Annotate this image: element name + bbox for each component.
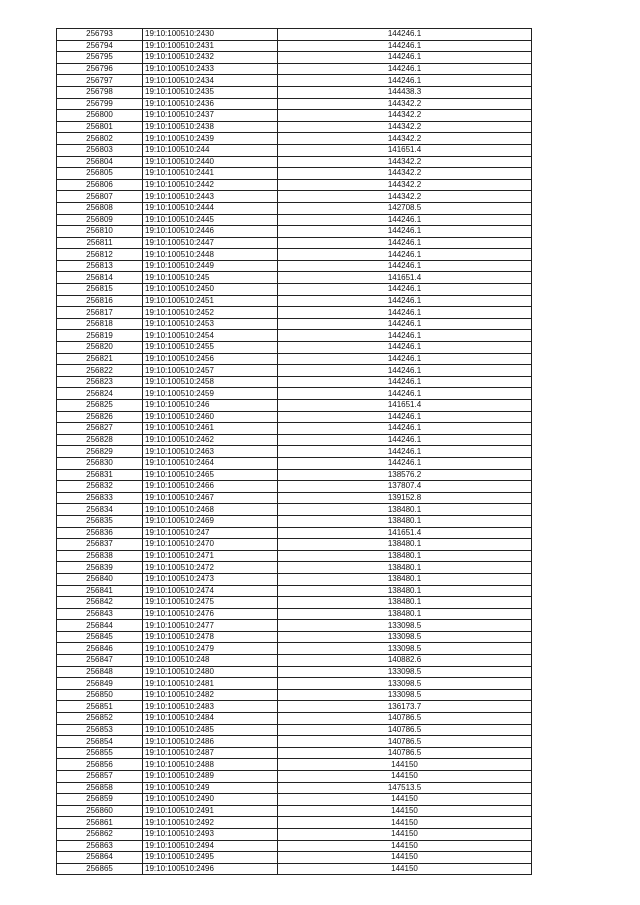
- value-cell: 138480.1: [278, 608, 532, 620]
- row-number-cell: 256861: [57, 817, 143, 829]
- value-cell: 144246.1: [278, 75, 532, 87]
- cadastral-number-cell: 19:10:100510:2438: [143, 121, 278, 133]
- cadastral-number-cell: 19:10:100510:2491: [143, 805, 278, 817]
- row-number-cell: 256855: [57, 747, 143, 759]
- row-number-cell: 256801: [57, 121, 143, 133]
- row-number-cell: 256814: [57, 272, 143, 284]
- table-row: [57, 643, 532, 655]
- value-cell: 144246.1: [278, 376, 532, 388]
- value-cell: 144342.2: [278, 156, 532, 168]
- row-number-cell: 256795: [57, 52, 143, 64]
- table-row: [57, 504, 532, 516]
- row-number-cell: 256831: [57, 469, 143, 481]
- cadastral-number-cell: 19:10:100510:2437: [143, 110, 278, 122]
- row-number-cell: 256816: [57, 295, 143, 307]
- row-number-cell: 256843: [57, 608, 143, 620]
- value-cell: 133098.5: [278, 643, 532, 655]
- row-number-cell: 256821: [57, 353, 143, 365]
- row-number-cell: 256810: [57, 226, 143, 238]
- value-cell: 144246.1: [278, 307, 532, 319]
- value-cell: 144246.1: [278, 365, 532, 377]
- row-number-cell: 256809: [57, 214, 143, 226]
- table-row: [57, 597, 532, 609]
- value-cell: 144246.1: [278, 260, 532, 272]
- table-row: [57, 353, 532, 365]
- table-row: [57, 678, 532, 690]
- value-cell: 144150: [278, 852, 532, 864]
- row-number-cell: 256846: [57, 643, 143, 655]
- value-cell: 144342.2: [278, 121, 532, 133]
- table-row: [57, 168, 532, 180]
- row-number-cell: 256818: [57, 318, 143, 330]
- row-number-cell: 256804: [57, 156, 143, 168]
- value-cell: 140786.5: [278, 724, 532, 736]
- value-cell: 144246.1: [278, 295, 532, 307]
- table-row: [57, 179, 532, 191]
- cadastral-number-cell: 19:10:100510:2456: [143, 353, 278, 365]
- cadastral-number-cell: 19:10:100510:245: [143, 272, 278, 284]
- value-cell: 137807.4: [278, 481, 532, 493]
- cadastral-number-cell: 19:10:100510:244: [143, 144, 278, 156]
- value-cell: 142708.5: [278, 202, 532, 214]
- cadastral-number-cell: 19:10:100510:2463: [143, 446, 278, 458]
- value-cell: 144246.1: [278, 446, 532, 458]
- cadastral-number-cell: 19:10:100510:247: [143, 527, 278, 539]
- row-number-cell: 256796: [57, 63, 143, 75]
- value-cell: 144246.1: [278, 249, 532, 261]
- cadastral-number-cell: 19:10:100510:2496: [143, 863, 278, 875]
- cadastral-number-cell: 19:10:100510:2492: [143, 817, 278, 829]
- value-cell: 141651.4: [278, 400, 532, 412]
- table-row: [57, 295, 532, 307]
- value-cell: 138480.1: [278, 573, 532, 585]
- cadastral-number-cell: 19:10:100510:2484: [143, 713, 278, 725]
- value-cell: 144246.1: [278, 52, 532, 64]
- table-row: [57, 388, 532, 400]
- table-row: [57, 655, 532, 667]
- value-cell: 147513.5: [278, 782, 532, 794]
- row-number-cell: 256797: [57, 75, 143, 87]
- table-row: [57, 724, 532, 736]
- row-number-cell: 256815: [57, 284, 143, 296]
- table-row: [57, 852, 532, 864]
- row-number-cell: 256847: [57, 655, 143, 667]
- cadastral-number-cell: 19:10:100510:2462: [143, 434, 278, 446]
- cadastral-number-cell: 19:10:100510:2494: [143, 840, 278, 852]
- cadastral-number-cell: 19:10:100510:2432: [143, 52, 278, 64]
- value-cell: 144246.1: [278, 40, 532, 52]
- table-row: [57, 144, 532, 156]
- value-cell: 138480.1: [278, 515, 532, 527]
- cadastral-number-cell: 19:10:100510:2469: [143, 515, 278, 527]
- table-row: [57, 817, 532, 829]
- table-row: [57, 805, 532, 817]
- table-row: [57, 237, 532, 249]
- value-cell: 140786.5: [278, 713, 532, 725]
- row-number-cell: 256844: [57, 620, 143, 632]
- table-row: [57, 365, 532, 377]
- cadastral-number-cell: 19:10:100510:2493: [143, 828, 278, 840]
- row-number-cell: 256820: [57, 342, 143, 354]
- table-row: [57, 794, 532, 806]
- cadastral-number-cell: 19:10:100510:2466: [143, 481, 278, 493]
- table-row: [57, 608, 532, 620]
- table-row: [57, 202, 532, 214]
- value-cell: 144150: [278, 817, 532, 829]
- row-number-cell: 256828: [57, 434, 143, 446]
- value-cell: 144150: [278, 759, 532, 771]
- value-cell: 144246.1: [278, 434, 532, 446]
- cadastral-number-cell: 19:10:100510:2443: [143, 191, 278, 203]
- table-row: [57, 434, 532, 446]
- value-cell: 138480.1: [278, 550, 532, 562]
- value-cell: 133098.5: [278, 689, 532, 701]
- value-cell: 138480.1: [278, 597, 532, 609]
- value-cell: 133098.5: [278, 620, 532, 632]
- cadastral-number-cell: 19:10:100510:2459: [143, 388, 278, 400]
- value-cell: 144150: [278, 840, 532, 852]
- row-number-cell: 256803: [57, 144, 143, 156]
- table-row: [57, 110, 532, 122]
- value-cell: 144150: [278, 863, 532, 875]
- table-row: [57, 376, 532, 388]
- row-number-cell: 256823: [57, 376, 143, 388]
- table-row: [57, 40, 532, 52]
- cadastral-number-cell: 19:10:100510:2442: [143, 179, 278, 191]
- cadastral-number-cell: 19:10:100510:2446: [143, 226, 278, 238]
- row-number-cell: 256824: [57, 388, 143, 400]
- value-cell: 133098.5: [278, 666, 532, 678]
- table-row: [57, 620, 532, 632]
- table-row: [57, 249, 532, 261]
- cadastral-number-cell: 19:10:100510:2495: [143, 852, 278, 864]
- cadastral-number-cell: 19:10:100510:2483: [143, 701, 278, 713]
- cadastral-number-cell: 19:10:100510:2470: [143, 539, 278, 551]
- table-row: [57, 585, 532, 597]
- table-row: [57, 666, 532, 678]
- cadastral-number-cell: 19:10:100510:2478: [143, 631, 278, 643]
- table-row: [57, 307, 532, 319]
- value-cell: 144342.2: [278, 179, 532, 191]
- cadastral-number-cell: 19:10:100510:2448: [143, 249, 278, 261]
- row-number-cell: 256805: [57, 168, 143, 180]
- row-number-cell: 256852: [57, 713, 143, 725]
- row-number-cell: 256859: [57, 794, 143, 806]
- row-number-cell: 256848: [57, 666, 143, 678]
- value-cell: 140786.5: [278, 736, 532, 748]
- value-cell: 144246.1: [278, 457, 532, 469]
- table-row: [57, 701, 532, 713]
- value-cell: 144246.1: [278, 237, 532, 249]
- cadastral-number-cell: 19:10:100510:2449: [143, 260, 278, 272]
- table-row: [57, 573, 532, 585]
- cadastral-number-cell: 19:10:100510:2431: [143, 40, 278, 52]
- value-cell: 144342.2: [278, 133, 532, 145]
- cadastral-number-cell: 19:10:100510:2445: [143, 214, 278, 226]
- value-cell: 144342.2: [278, 191, 532, 203]
- cadastral-number-cell: 19:10:100510:2461: [143, 423, 278, 435]
- cadastral-number-cell: 19:10:100510:2473: [143, 573, 278, 585]
- row-number-cell: 256839: [57, 562, 143, 574]
- value-cell: 144246.1: [278, 353, 532, 365]
- cadastral-number-cell: 19:10:100510:2475: [143, 597, 278, 609]
- cadastral-number-cell: 19:10:100510:2479: [143, 643, 278, 655]
- cadastral-number-cell: 19:10:100510:2490: [143, 794, 278, 806]
- cadastral-number-cell: 19:10:100510:2447: [143, 237, 278, 249]
- row-number-cell: 256834: [57, 504, 143, 516]
- row-number-cell: 256800: [57, 110, 143, 122]
- table-row: [57, 550, 532, 562]
- table-row: [57, 86, 532, 98]
- cadastral-number-cell: 19:10:100510:2460: [143, 411, 278, 423]
- cadastral-number-cell: 19:10:100510:2465: [143, 469, 278, 481]
- row-number-cell: 256837: [57, 539, 143, 551]
- value-cell: 133098.5: [278, 631, 532, 643]
- cadastral-number-cell: 19:10:100510:2453: [143, 318, 278, 330]
- cadastral-number-cell: 19:10:100510:2455: [143, 342, 278, 354]
- value-cell: 144150: [278, 794, 532, 806]
- table-row: [57, 562, 532, 574]
- table-row: [57, 539, 532, 551]
- table-row: [57, 747, 532, 759]
- row-number-cell: 256849: [57, 678, 143, 690]
- cadastral-number-cell: 19:10:100510:2467: [143, 492, 278, 504]
- table-row: [57, 330, 532, 342]
- table-row: [57, 260, 532, 272]
- cadastral-number-cell: 19:10:100510:2458: [143, 376, 278, 388]
- value-cell: 144342.2: [278, 110, 532, 122]
- row-number-cell: 256833: [57, 492, 143, 504]
- cadastral-number-cell: 19:10:100510:2464: [143, 457, 278, 469]
- table-row: [57, 29, 532, 41]
- row-number-cell: 256854: [57, 736, 143, 748]
- table-row: [57, 133, 532, 145]
- table-row: [57, 226, 532, 238]
- row-number-cell: 256793: [57, 29, 143, 41]
- value-cell: 144150: [278, 828, 532, 840]
- row-number-cell: 256851: [57, 701, 143, 713]
- value-cell: 138480.1: [278, 562, 532, 574]
- row-number-cell: 256836: [57, 527, 143, 539]
- row-number-cell: 256841: [57, 585, 143, 597]
- table-row: [57, 689, 532, 701]
- row-number-cell: 256840: [57, 573, 143, 585]
- row-number-cell: 256798: [57, 86, 143, 98]
- cadastral-number-cell: 19:10:100510:2471: [143, 550, 278, 562]
- row-number-cell: 256858: [57, 782, 143, 794]
- cadastral-number-cell: 19:10:100510:2450: [143, 284, 278, 296]
- row-number-cell: 256853: [57, 724, 143, 736]
- cadastral-number-cell: 19:10:100510:248: [143, 655, 278, 667]
- table-row: [57, 214, 532, 226]
- row-number-cell: 256794: [57, 40, 143, 52]
- table-row: [57, 457, 532, 469]
- cadastral-number-cell: 19:10:100510:2474: [143, 585, 278, 597]
- table-row: [57, 400, 532, 412]
- value-cell: 138576.2: [278, 469, 532, 481]
- value-cell: 144246.1: [278, 388, 532, 400]
- table-row: [57, 736, 532, 748]
- table-row: [57, 840, 532, 852]
- cadastral-number-cell: 19:10:100510:2430: [143, 29, 278, 41]
- value-cell: 144342.2: [278, 168, 532, 180]
- value-cell: 144246.1: [278, 214, 532, 226]
- value-cell: 144246.1: [278, 342, 532, 354]
- cadastral-number-cell: 19:10:100510:2436: [143, 98, 278, 110]
- table-row: [57, 272, 532, 284]
- cadastral-number-cell: 19:10:100510:2451: [143, 295, 278, 307]
- value-cell: 144342.2: [278, 98, 532, 110]
- value-cell: 141651.4: [278, 272, 532, 284]
- cadastral-number-cell: 19:10:100510:2441: [143, 168, 278, 180]
- cadastral-number-cell: 19:10:100510:2452: [143, 307, 278, 319]
- row-number-cell: 256829: [57, 446, 143, 458]
- row-number-cell: 256856: [57, 759, 143, 771]
- row-number-cell: 256817: [57, 307, 143, 319]
- cadastral-number-cell: 19:10:100510:2468: [143, 504, 278, 516]
- row-number-cell: 256812: [57, 249, 143, 261]
- table-row: [57, 527, 532, 539]
- table-body: [57, 29, 532, 875]
- value-cell: 144246.1: [278, 63, 532, 75]
- row-number-cell: 256835: [57, 515, 143, 527]
- cadastral-number-cell: 19:10:100510:2486: [143, 736, 278, 748]
- value-cell: 144438.3: [278, 86, 532, 98]
- row-number-cell: 256811: [57, 237, 143, 249]
- cadastral-number-cell: 19:10:100510:2472: [143, 562, 278, 574]
- cadastral-number-cell: 19:10:100510:2488: [143, 759, 278, 771]
- value-cell: 136173.7: [278, 701, 532, 713]
- table-row: [57, 515, 532, 527]
- value-cell: 144150: [278, 771, 532, 783]
- table-row: [57, 631, 532, 643]
- row-number-cell: 256807: [57, 191, 143, 203]
- cadastral-number-cell: 19:10:100510:2434: [143, 75, 278, 87]
- table-row: [57, 98, 532, 110]
- value-cell: 133098.5: [278, 678, 532, 690]
- table-row: [57, 284, 532, 296]
- row-number-cell: 256842: [57, 597, 143, 609]
- cadastral-number-cell: 19:10:100510:249: [143, 782, 278, 794]
- table-row: [57, 492, 532, 504]
- value-cell: 144246.1: [278, 29, 532, 41]
- cadastral-number-cell: 19:10:100510:2435: [143, 86, 278, 98]
- cadastral-number-cell: 19:10:100510:2481: [143, 678, 278, 690]
- value-cell: 144246.1: [278, 226, 532, 238]
- value-cell: 144246.1: [278, 284, 532, 296]
- value-cell: 141651.4: [278, 144, 532, 156]
- cadastral-number-cell: 19:10:100510:2480: [143, 666, 278, 678]
- table-row: [57, 191, 532, 203]
- row-number-cell: 256806: [57, 179, 143, 191]
- value-cell: 138480.1: [278, 585, 532, 597]
- table-row: [57, 469, 532, 481]
- row-number-cell: 256865: [57, 863, 143, 875]
- row-number-cell: 256845: [57, 631, 143, 643]
- table-row: [57, 63, 532, 75]
- value-cell: 140882.6: [278, 655, 532, 667]
- cadastral-number-cell: 19:10:100510:2485: [143, 724, 278, 736]
- table-row: [57, 52, 532, 64]
- table-row: [57, 759, 532, 771]
- row-number-cell: 256857: [57, 771, 143, 783]
- row-number-cell: 256808: [57, 202, 143, 214]
- cadastral-number-cell: 19:10:100510:2476: [143, 608, 278, 620]
- cadastral-number-cell: 19:10:100510:2489: [143, 771, 278, 783]
- cadastral-number-cell: 19:10:100510:2457: [143, 365, 278, 377]
- table-row: [57, 481, 532, 493]
- row-number-cell: 256838: [57, 550, 143, 562]
- table-row: [57, 423, 532, 435]
- value-cell: 144246.1: [278, 318, 532, 330]
- value-cell: 144246.1: [278, 423, 532, 435]
- table-row: [57, 411, 532, 423]
- table-row: [57, 863, 532, 875]
- cadastral-number-cell: 19:10:100510:2433: [143, 63, 278, 75]
- cadastral-number-cell: 19:10:100510:246: [143, 400, 278, 412]
- table-row: [57, 771, 532, 783]
- table-row: [57, 156, 532, 168]
- row-number-cell: 256826: [57, 411, 143, 423]
- row-number-cell: 256863: [57, 840, 143, 852]
- cadastral-number-cell: 19:10:100510:2444: [143, 202, 278, 214]
- value-cell: 144150: [278, 805, 532, 817]
- row-number-cell: 256802: [57, 133, 143, 145]
- cadastral-number-cell: 19:10:100510:2487: [143, 747, 278, 759]
- cadastral-value-table: [56, 28, 532, 875]
- cadastral-number-cell: 19:10:100510:2454: [143, 330, 278, 342]
- cadastral-number-cell: 19:10:100510:2482: [143, 689, 278, 701]
- row-number-cell: 256864: [57, 852, 143, 864]
- table-row: [57, 75, 532, 87]
- row-number-cell: 256850: [57, 689, 143, 701]
- cadastral-number-cell: 19:10:100510:2440: [143, 156, 278, 168]
- table-row: [57, 446, 532, 458]
- row-number-cell: 256830: [57, 457, 143, 469]
- row-number-cell: 256819: [57, 330, 143, 342]
- value-cell: 140786.5: [278, 747, 532, 759]
- row-number-cell: 256799: [57, 98, 143, 110]
- table-row: [57, 782, 532, 794]
- cadastral-number-cell: 19:10:100510:2439: [143, 133, 278, 145]
- table-row: [57, 828, 532, 840]
- row-number-cell: 256813: [57, 260, 143, 272]
- row-number-cell: 256822: [57, 365, 143, 377]
- value-cell: 141651.4: [278, 527, 532, 539]
- value-cell: 138480.1: [278, 539, 532, 551]
- row-number-cell: 256860: [57, 805, 143, 817]
- table-row: [57, 318, 532, 330]
- table-row: [57, 342, 532, 354]
- table-row: [57, 713, 532, 725]
- value-cell: 144246.1: [278, 411, 532, 423]
- row-number-cell: 256862: [57, 828, 143, 840]
- table-row: [57, 121, 532, 133]
- row-number-cell: 256825: [57, 400, 143, 412]
- value-cell: 138480.1: [278, 504, 532, 516]
- value-cell: 144246.1: [278, 330, 532, 342]
- document-page: [56, 28, 532, 875]
- row-number-cell: 256827: [57, 423, 143, 435]
- row-number-cell: 256832: [57, 481, 143, 493]
- cadastral-number-cell: 19:10:100510:2477: [143, 620, 278, 632]
- value-cell: 139152.8: [278, 492, 532, 504]
